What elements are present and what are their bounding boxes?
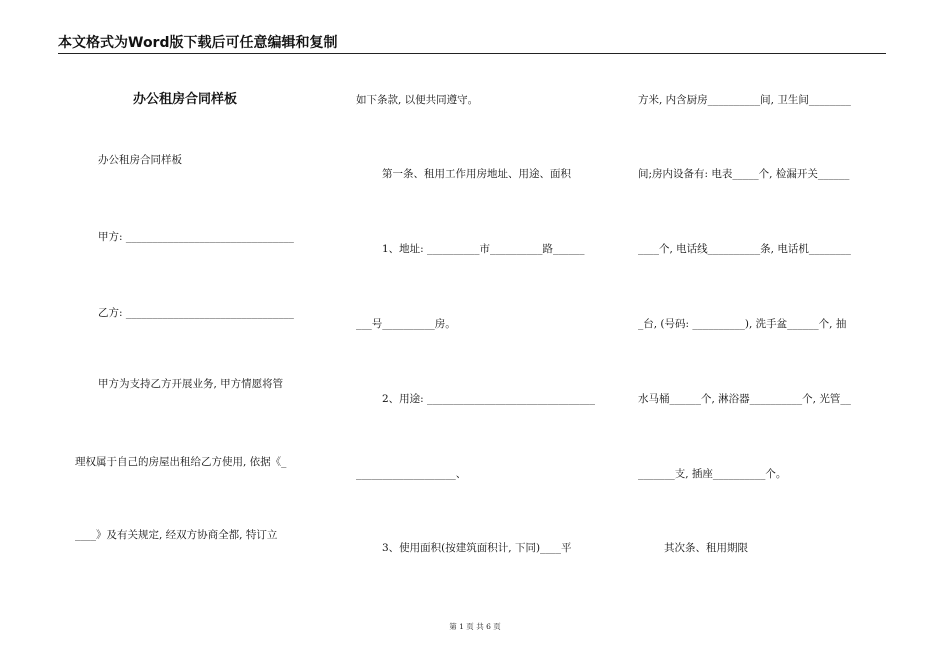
paragraph-line: _台, (号码: __________), 洗手盆______个, 抽 <box>638 318 847 330</box>
paragraph-line: 1、地址: __________市__________路______ <box>382 243 585 255</box>
paragraph-line: 间;房内设备有: 电表_____个, 检漏开关______ <box>638 168 850 180</box>
paragraph-line: 3、使用面积(按建筑面积计, 下同)____平 <box>382 542 572 554</box>
paragraph-line: _______支, 插座__________个。 <box>638 468 787 480</box>
document-title: 办公租房合同样板 <box>133 92 238 107</box>
paragraph-line: 甲方为支持乙方开展业务, 甲方情愿将管 <box>98 378 284 390</box>
paragraph-line: ____》及有关规定, 经双方协商全都, 特订立 <box>75 529 278 541</box>
paragraph-line: 甲方: ________________________________ <box>98 231 294 243</box>
page-footer <box>0 622 950 632</box>
header-text: 本文格式为Word版下载后可任意编辑和复制 <box>58 35 338 51</box>
text-column-2 <box>356 0 606 672</box>
paragraph-line: 如下条款, 以便共同遵守。 <box>356 94 479 106</box>
text-column-1 <box>75 0 325 672</box>
paragraph-line: 水马桶______个, 淋浴器__________个, 光管__ <box>638 393 851 405</box>
paragraph-line: ____个, 电话线__________条, 电话机________ <box>638 243 851 255</box>
paragraph-line: 理权属于自己的房屋出租给乙方使用, 依据《_ <box>75 456 287 468</box>
page-number: 第 1 页 共 6 页 <box>449 622 501 631</box>
paragraph-line: 乙方: ________________________________ <box>98 307 294 319</box>
paragraph-line: 办公租房合同样板 <box>98 154 182 166</box>
paragraph-line: 方米, 内含厨房__________间, 卫生间________ <box>638 94 851 106</box>
paragraph-line: 2、用途: ________________________________ <box>382 393 596 405</box>
paragraph-line: ___号__________房。 <box>356 318 456 330</box>
section-heading: 其次条、租用期限 <box>664 542 748 554</box>
paragraph-line: 第一条、租用工作用房地址、用途、面积 <box>382 168 571 180</box>
paragraph-line: ___________________、 <box>356 468 467 480</box>
text-column-3 <box>638 0 888 672</box>
